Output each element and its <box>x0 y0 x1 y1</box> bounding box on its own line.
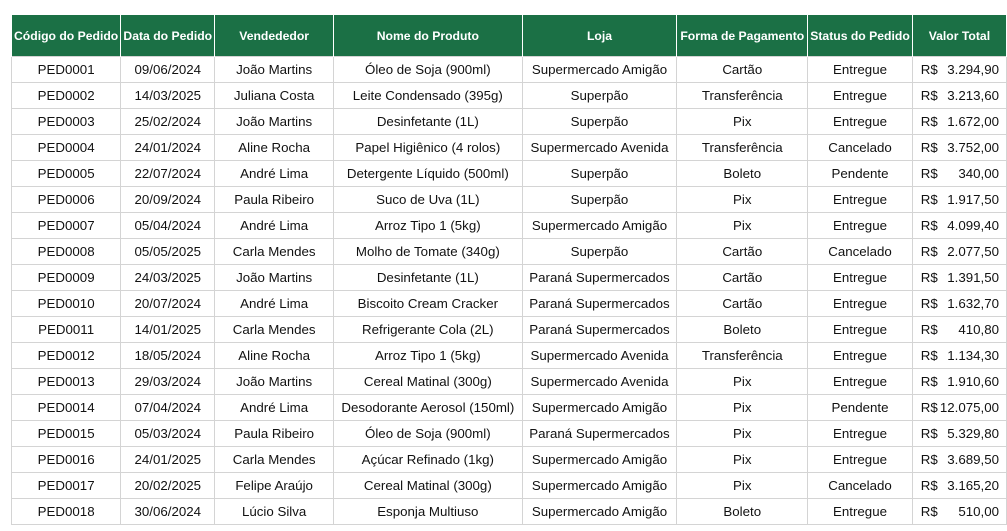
cell-data[interactable]: 22/07/2024 <box>121 161 215 187</box>
cell-status[interactable]: Entregue <box>808 109 913 135</box>
cell-status[interactable]: Entregue <box>808 317 913 343</box>
valor-amount: 1.917,50 <box>947 192 999 207</box>
cell-loja[interactable]: Paraná Supermercados <box>522 421 677 447</box>
cell-pagamento[interactable]: Pix <box>677 109 808 135</box>
valor-amount: 340,00 <box>958 166 999 181</box>
cell-loja[interactable]: Paraná Supermercados <box>522 291 677 317</box>
table-row <box>12 343 1007 369</box>
cell-data[interactable]: 20/09/2024 <box>121 187 215 213</box>
cell-codigo[interactable]: PED0004 <box>12 135 121 161</box>
cell-data[interactable]: 25/02/2024 <box>121 109 215 135</box>
cell-status[interactable]: Entregue <box>808 187 913 213</box>
currency-symbol: R$ <box>920 426 938 441</box>
valor-amount: 2.077,50 <box>947 244 999 259</box>
cell-pagamento[interactable]: Pix <box>677 395 808 421</box>
cell-vendedor[interactable]: Paula Ribeiro <box>215 421 334 447</box>
cell-codigo[interactable]: PED0010 <box>12 291 121 317</box>
cell-status[interactable]: Entregue <box>808 291 913 317</box>
table-row <box>12 447 1007 473</box>
currency-symbol: R$ <box>920 322 938 337</box>
cell-produto[interactable]: Arroz Tipo 1 (5kg) <box>334 213 523 239</box>
cell-data[interactable]: 05/03/2024 <box>121 421 215 447</box>
valor-amount: 410,80 <box>958 322 999 337</box>
cell-produto[interactable]: Óleo de Soja (900ml) <box>334 57 523 83</box>
cell-status[interactable]: Entregue <box>808 447 913 473</box>
cell-pagamento[interactable]: Cartão <box>677 239 808 265</box>
cell-vendedor[interactable]: Paula Ribeiro <box>215 187 334 213</box>
cell-vendedor[interactable]: João Martins <box>215 369 334 395</box>
cell-valor[interactable] <box>912 499 1006 525</box>
cell-valor[interactable] <box>912 213 1006 239</box>
table-row <box>12 187 1007 213</box>
currency-symbol: R$ <box>920 348 938 363</box>
cell-codigo[interactable]: PED0007 <box>12 213 121 239</box>
cell-codigo[interactable]: PED0009 <box>12 265 121 291</box>
currency-symbol: R$ <box>920 400 938 415</box>
cell-pagamento[interactable]: Cartão <box>677 291 808 317</box>
cell-pagamento[interactable]: Pix <box>677 369 808 395</box>
cell-produto[interactable]: Refrigerante Cola (2L) <box>334 317 523 343</box>
cell-valor[interactable] <box>912 83 1006 109</box>
table-row <box>12 161 1007 187</box>
orders-table <box>11 15 1007 525</box>
currency-symbol: R$ <box>920 218 938 233</box>
cell-data[interactable]: 14/01/2025 <box>121 317 215 343</box>
cell-valor[interactable] <box>912 135 1006 161</box>
currency-symbol: R$ <box>920 244 938 259</box>
table-row <box>12 395 1007 421</box>
header-pagamento[interactable]: Forma de Pagamento <box>677 15 808 57</box>
cell-valor[interactable] <box>912 421 1006 447</box>
cell-codigo[interactable]: PED0006 <box>12 187 121 213</box>
cell-valor[interactable] <box>912 265 1006 291</box>
cell-status[interactable]: Entregue <box>808 213 913 239</box>
valor-amount: 3.294,90 <box>947 62 999 77</box>
table-row <box>12 317 1007 343</box>
cell-produto[interactable]: Molho de Tomate (340g) <box>334 239 523 265</box>
cell-produto[interactable]: Biscoito Cream Cracker <box>334 291 523 317</box>
cell-codigo[interactable]: PED0002 <box>12 83 121 109</box>
cell-pagamento[interactable]: Boleto <box>677 499 808 525</box>
cell-produto[interactable]: Desinfetante (1L) <box>334 109 523 135</box>
cell-status[interactable]: Entregue <box>808 369 913 395</box>
cell-codigo[interactable]: PED0003 <box>12 109 121 135</box>
cell-vendedor[interactable]: João Martins <box>215 57 334 83</box>
cell-valor[interactable] <box>912 109 1006 135</box>
cell-produto[interactable]: Detergente Líquido (500ml) <box>334 161 523 187</box>
cell-data[interactable]: 24/01/2024 <box>121 135 215 161</box>
cell-vendedor[interactable]: Carla Mendes <box>215 317 334 343</box>
table-row <box>12 213 1007 239</box>
cell-pagamento[interactable]: Boleto <box>677 317 808 343</box>
cell-loja[interactable]: Paraná Supermercados <box>522 317 677 343</box>
table-row <box>12 239 1007 265</box>
cell-vendedor[interactable]: João Martins <box>215 265 334 291</box>
cell-produto[interactable]: Desodorante Aerosol (150ml) <box>334 395 523 421</box>
cell-vendedor[interactable]: Carla Mendes <box>215 447 334 473</box>
currency-symbol: R$ <box>920 270 938 285</box>
header-loja[interactable]: Loja <box>522 15 677 57</box>
cell-status[interactable]: Entregue <box>808 343 913 369</box>
cell-pagamento[interactable]: Pix <box>677 421 808 447</box>
table-row <box>12 499 1007 525</box>
cell-pagamento[interactable]: Pix <box>677 447 808 473</box>
cell-vendedor[interactable]: Lúcio Silva <box>215 499 334 525</box>
cell-vendedor[interactable]: João Martins <box>215 109 334 135</box>
cell-data[interactable]: 18/05/2024 <box>121 343 215 369</box>
currency-symbol: R$ <box>920 62 938 77</box>
header-data[interactable]: Data do Pedido <box>121 15 215 57</box>
cell-vendedor[interactable]: Carla Mendes <box>215 239 334 265</box>
cell-codigo[interactable]: PED0008 <box>12 239 121 265</box>
cell-pagamento[interactable]: Pix <box>677 187 808 213</box>
currency-symbol: R$ <box>920 114 938 129</box>
cell-data[interactable]: 20/02/2025 <box>121 473 215 499</box>
cell-loja[interactable]: Supermercado Avenida <box>522 343 677 369</box>
cell-status[interactable]: Entregue <box>808 421 913 447</box>
table-row <box>12 265 1007 291</box>
valor-amount: 510,00 <box>958 504 999 519</box>
cell-valor[interactable] <box>912 291 1006 317</box>
cell-codigo[interactable]: PED0005 <box>12 161 121 187</box>
cell-valor[interactable] <box>912 239 1006 265</box>
currency-symbol: R$ <box>920 452 938 467</box>
cell-pagamento[interactable]: Transferência <box>677 83 808 109</box>
table-row <box>12 369 1007 395</box>
valor-amount: 1.672,00 <box>947 114 999 129</box>
cell-data[interactable]: 29/03/2024 <box>121 369 215 395</box>
cell-loja[interactable]: Supermercado Avenida <box>522 135 677 161</box>
cell-data[interactable]: 24/01/2025 <box>121 447 215 473</box>
currency-symbol: R$ <box>920 166 938 181</box>
cell-status[interactable]: Cancelado <box>808 473 913 499</box>
cell-valor[interactable] <box>912 187 1006 213</box>
cell-loja[interactable]: Superpão <box>522 239 677 265</box>
cell-data[interactable]: 20/07/2024 <box>121 291 215 317</box>
valor-amount: 1.391,50 <box>947 270 999 285</box>
currency-symbol: R$ <box>920 296 938 311</box>
cell-status[interactable]: Pendente <box>808 161 913 187</box>
cell-vendedor[interactable]: Juliana Costa <box>215 83 334 109</box>
cell-valor[interactable] <box>912 395 1006 421</box>
table-row <box>12 109 1007 135</box>
cell-loja[interactable]: Supermercado Amigão <box>522 395 677 421</box>
valor-amount: 1.134,30 <box>947 348 999 363</box>
cell-vendedor[interactable]: André Lima <box>215 161 334 187</box>
cell-loja[interactable]: Supermercado Amigão <box>522 213 677 239</box>
cell-valor[interactable] <box>912 473 1006 499</box>
cell-valor[interactable] <box>912 447 1006 473</box>
cell-codigo[interactable]: PED0016 <box>12 447 121 473</box>
cell-status[interactable]: Cancelado <box>808 239 913 265</box>
cell-valor[interactable] <box>912 161 1006 187</box>
cell-produto[interactable]: Papel Higiênico (4 rolos) <box>334 135 523 161</box>
valor-amount: 3.213,60 <box>947 88 999 103</box>
cell-status[interactable]: Entregue <box>808 499 913 525</box>
cell-pagamento[interactable]: Transferência <box>677 343 808 369</box>
cell-loja[interactable]: Supermercado Amigão <box>522 473 677 499</box>
valor-amount: 4.099,40 <box>947 218 999 233</box>
header-status[interactable]: Status do Pedido <box>808 15 913 57</box>
sheet-bottom-edge <box>0 525 1007 531</box>
cell-pagamento[interactable]: Pix <box>677 213 808 239</box>
cell-produto[interactable]: Arroz Tipo 1 (5kg) <box>334 343 523 369</box>
cell-valor[interactable] <box>912 57 1006 83</box>
cell-codigo[interactable]: PED0013 <box>12 369 121 395</box>
cell-data[interactable]: 09/06/2024 <box>121 57 215 83</box>
cell-data[interactable]: 24/03/2025 <box>121 265 215 291</box>
table-row <box>12 421 1007 447</box>
cell-loja[interactable]: Superpão <box>522 109 677 135</box>
cell-data[interactable]: 14/03/2025 <box>121 83 215 109</box>
cell-pagamento[interactable]: Pix <box>677 473 808 499</box>
currency-symbol: R$ <box>920 140 938 155</box>
cell-status[interactable]: Cancelado <box>808 135 913 161</box>
cell-pagamento[interactable]: Cartão <box>677 57 808 83</box>
cell-produto[interactable]: Açúcar Refinado (1kg) <box>334 447 523 473</box>
cell-loja[interactable]: Superpão <box>522 83 677 109</box>
cell-data[interactable]: 05/04/2024 <box>121 213 215 239</box>
cell-valor[interactable] <box>912 369 1006 395</box>
table-row <box>12 473 1007 499</box>
currency-symbol: R$ <box>920 478 938 493</box>
cell-codigo[interactable]: PED0011 <box>12 317 121 343</box>
cell-produto[interactable]: Óleo de Soja (900ml) <box>334 421 523 447</box>
valor-amount: 1.910,60 <box>947 374 999 389</box>
currency-symbol: R$ <box>920 88 938 103</box>
valor-amount: 3.165,20 <box>947 478 999 493</box>
valor-amount: 5.329,80 <box>947 426 999 441</box>
cell-loja[interactable]: Supermercado Amigão <box>522 447 677 473</box>
cell-vendedor[interactable]: Felipe Araújo <box>215 473 334 499</box>
header-row <box>12 15 1007 57</box>
cell-loja[interactable]: Superpão <box>522 161 677 187</box>
cell-valor[interactable] <box>912 343 1006 369</box>
table-row <box>12 57 1007 83</box>
table-row <box>12 291 1007 317</box>
cell-data[interactable]: 07/04/2024 <box>121 395 215 421</box>
cell-produto[interactable]: Cereal Matinal (300g) <box>334 473 523 499</box>
header-valor[interactable]: Valor Total <box>912 15 1006 57</box>
currency-symbol: R$ <box>920 504 938 519</box>
cell-produto[interactable]: Esponja Multiuso <box>334 499 523 525</box>
cell-vendedor[interactable]: André Lima <box>215 213 334 239</box>
cell-codigo[interactable]: PED0015 <box>12 421 121 447</box>
cell-data[interactable]: 05/05/2025 <box>121 239 215 265</box>
cell-valor[interactable] <box>912 317 1006 343</box>
cell-vendedor[interactable]: André Lima <box>215 395 334 421</box>
cell-produto[interactable]: Suco de Uva (1L) <box>334 187 523 213</box>
cell-codigo[interactable]: PED0017 <box>12 473 121 499</box>
table-row <box>12 83 1007 109</box>
valor-amount: 3.689,50 <box>947 452 999 467</box>
cell-status[interactable]: Entregue <box>808 83 913 109</box>
cell-vendedor[interactable]: André Lima <box>215 291 334 317</box>
header-codigo[interactable]: Código do Pedido <box>12 15 121 57</box>
cell-loja[interactable]: Paraná Supermercados <box>522 265 677 291</box>
cell-status[interactable]: Entregue <box>808 265 913 291</box>
header-vendedor[interactable]: Vendededor <box>215 15 334 57</box>
cell-produto[interactable]: Desinfetante (1L) <box>334 265 523 291</box>
valor-amount: 12.075,00 <box>939 400 999 415</box>
cell-codigo[interactable]: PED0001 <box>12 57 121 83</box>
cell-loja[interactable]: Supermercado Amigão <box>522 499 677 525</box>
cell-data[interactable]: 30/06/2024 <box>121 499 215 525</box>
cell-pagamento[interactable]: Transferência <box>677 135 808 161</box>
cell-vendedor[interactable]: Aline Rocha <box>215 135 334 161</box>
cell-produto[interactable]: Leite Condensado (395g) <box>334 83 523 109</box>
cell-pagamento[interactable]: Boleto <box>677 161 808 187</box>
cell-loja[interactable]: Superpão <box>522 187 677 213</box>
cell-codigo[interactable]: PED0014 <box>12 395 121 421</box>
header-produto[interactable]: Nome do Produto <box>334 15 523 57</box>
currency-symbol: R$ <box>920 374 938 389</box>
cell-produto[interactable]: Cereal Matinal (300g) <box>334 369 523 395</box>
cell-loja[interactable]: Supermercado Amigão <box>522 57 677 83</box>
valor-amount: 3.752,00 <box>947 140 999 155</box>
table-row <box>12 135 1007 161</box>
cell-pagamento[interactable]: Cartão <box>677 265 808 291</box>
cell-vendedor[interactable]: Aline Rocha <box>215 343 334 369</box>
cell-status[interactable]: Entregue <box>808 57 913 83</box>
valor-amount: 1.632,70 <box>947 296 999 311</box>
currency-symbol: R$ <box>920 192 938 207</box>
cell-codigo[interactable]: PED0012 <box>12 343 121 369</box>
cell-loja[interactable]: Supermercado Avenida <box>522 369 677 395</box>
cell-codigo[interactable]: PED0018 <box>12 499 121 525</box>
cell-status[interactable]: Pendente <box>808 395 913 421</box>
